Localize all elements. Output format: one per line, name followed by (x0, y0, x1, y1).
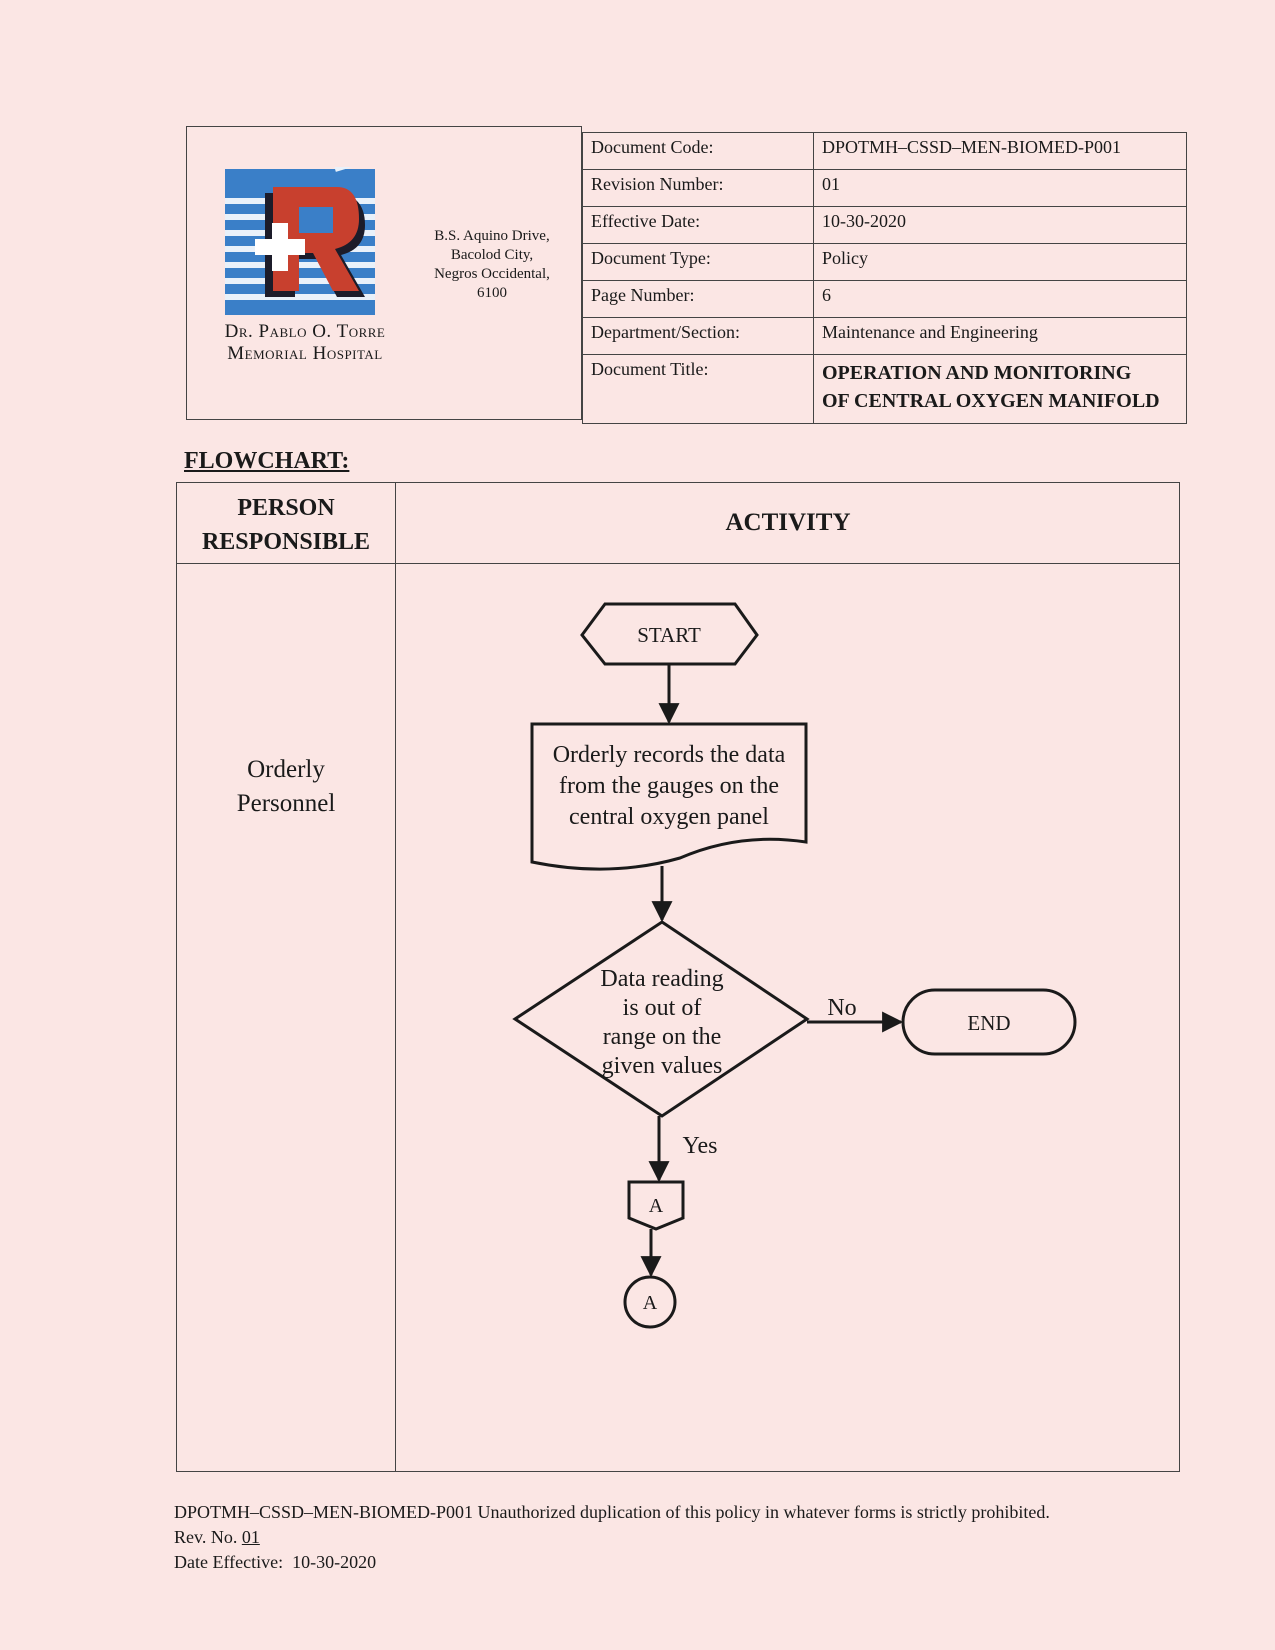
process-line2: from the gauges on the (559, 773, 779, 799)
person-line1: Orderly (247, 756, 325, 783)
meta-value: 01 (814, 170, 1187, 207)
meta-value: 6 (814, 281, 1187, 318)
yes-label: Yes (682, 1133, 718, 1159)
column-header-person-line2: RESPONSIBLE (201, 529, 371, 555)
footer-date-label: Date Effective: (174, 1552, 293, 1572)
meta-label: Document Code: (583, 133, 814, 170)
address-line2: Bacolod City, (450, 247, 534, 263)
footer-revision (174, 1525, 1174, 1550)
meta-label: Page Number: (583, 281, 814, 318)
process-line3: central oxygen panel (569, 804, 769, 830)
footer-disclaimer: DPOTMH–CSSD–MEN-BIOMED-P001 Unauthorized duplication of this policy in whatever forms is strictly prohibited. (174, 1502, 1050, 1522)
meta-label: Department/Section: (583, 318, 814, 355)
footer-date (174, 1550, 1174, 1575)
document-title-line2: OF CENTRAL OXYGEN MANIFOLD (822, 390, 1160, 412)
decision-line1: Data reading (600, 966, 724, 992)
person-line2: Personnel (236, 790, 336, 817)
document-title-line1: OPERATION AND MONITORING (822, 362, 1132, 384)
footer-rev-label: Rev. No. (174, 1527, 242, 1547)
meta-label: Effective Date: (583, 207, 814, 244)
column-header-person-line1: PERSON (237, 495, 335, 521)
footer (174, 1500, 1174, 1575)
decision-line3: range on the (602, 1024, 722, 1050)
meta-label: Revision Number: (583, 170, 814, 207)
hospital-name-line1: Dr. Pablo O. Torre (224, 321, 386, 342)
meta-value: Policy (814, 244, 1187, 281)
meta-label: Document Title: (583, 355, 814, 424)
footer-rev-value: 01 (241, 1527, 260, 1547)
meta-value: DPOTMH–CSSD–MEN-BIOMED-P001 (814, 133, 1187, 170)
meta-label: Document Type: (583, 244, 814, 281)
end-label: END (967, 1011, 1011, 1035)
address-line1: B.S. Aquino Drive, (434, 228, 550, 244)
no-label: No (827, 995, 857, 1021)
footer-date-value: 10-30-2020 (292, 1552, 377, 1572)
process-line1: Orderly records the data (552, 742, 786, 768)
decision-line4: given values (601, 1053, 723, 1079)
meta-value: Maintenance and Engineering (814, 318, 1187, 355)
column-header-activity: ACTIVITY (725, 509, 851, 536)
address-line4: 6100 (477, 285, 507, 301)
hospital-name-line2: Memorial Hospital (227, 343, 383, 364)
meta-value: 10-30-2020 (814, 207, 1187, 244)
start-label: START (637, 623, 701, 647)
onpage-connector-label: A (642, 1292, 658, 1314)
decision-line2: is out of (622, 995, 702, 1021)
flowchart-heading: FLOWCHART: (184, 448, 350, 474)
offpage-connector-label: A (648, 1195, 664, 1217)
address-line3: Negros Occidental, (434, 266, 550, 282)
